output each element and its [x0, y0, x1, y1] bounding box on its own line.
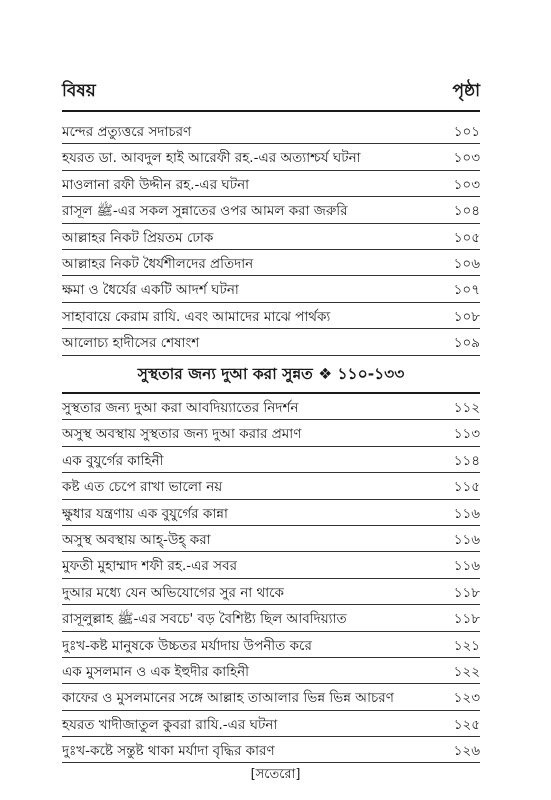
toc-entry: [62, 605, 480, 631]
toc-entry: [62, 394, 480, 420]
toc-entry: [62, 684, 480, 710]
toc-entry-title: এক মুসলমান ও এক ইহুদীর কাহিনী: [62, 663, 250, 680]
topic-column-heading: বিষয়: [62, 81, 96, 101]
toc-entry-page: ১২৩: [453, 690, 480, 707]
toc-entry-title: দুঃখ-কষ্টে সন্তুষ্ট থাকা মর্যাদা বৃদ্ধির কারণ: [62, 743, 275, 760]
toc-entry-page: ১১৬: [453, 558, 480, 575]
toc-entry-title: আলোচ্য হাদীসের শেষাংশ: [62, 335, 200, 352]
toc-entry-title: রাসূল ﷺ-এর সকল সুন্নাতের ওপর আমল করা জরুরি: [62, 203, 348, 220]
toc-entry-page: ১০৮: [453, 308, 480, 325]
toc-entry-title: মাওলানা রফী উদ্দীন রহ.-এর ঘটনা: [62, 176, 250, 193]
toc-entry-title: মুফতী মুহাম্মাদ শফী রহ.-এর সবর: [62, 558, 238, 575]
toc-header: [62, 78, 480, 108]
toc-entry: [62, 658, 480, 684]
toc-entry-page: ১১৮: [453, 584, 480, 601]
toc-entry: [62, 447, 480, 473]
toc-entry-title: ক্ষমা ও ধৈর্যের একটি আদর্শ ঘটনা: [62, 282, 239, 299]
toc-entry-page: ১০১: [453, 124, 480, 140]
toc-entry-page: ১১৮: [453, 611, 480, 628]
toc-entry-page: ১২২: [453, 663, 480, 680]
toc-entry-page: ১০৫: [453, 229, 480, 246]
toc-entry: [62, 526, 480, 552]
toc-entry: [62, 632, 480, 658]
toc-entry: [62, 329, 480, 355]
toc-entry-title: কষ্ট এত চেপে রাখা ভালো নয়: [62, 479, 223, 496]
toc-entry-page: ১১৩: [453, 426, 480, 443]
toc-entry-page: ১১৬: [453, 531, 480, 548]
toc-entry-title: অসুস্থ অবস্থায় সুস্থতার জন্য দুআ করার প্রমাণ: [62, 426, 302, 443]
toc-entry: [62, 250, 480, 276]
toc-entry: [62, 303, 480, 329]
toc-group-2: [62, 394, 480, 763]
toc-entry: [62, 197, 480, 223]
toc-entry-title: অসুস্থ অবস্থায় আহ্-উহ্ করা: [62, 531, 211, 548]
toc-entry-title: মন্দের প্রত্যুত্তরে সদাচরণ: [62, 124, 192, 140]
toc-entry-page: ১০৩: [453, 176, 480, 193]
toc-entry-page: ১২৫: [453, 716, 480, 733]
toc-entry-title: দুঃখ-কষ্ট মানুষকে উচ্চতর মর্যাদায় উপনীত করে: [62, 637, 312, 654]
toc-entry-title: রাসূলুল্লাহ ﷺ-এর সবচে' বড় বৈশিষ্ট্য ছিল আবদিয়্যাত: [62, 611, 347, 628]
toc-entry-page: ১১৪: [453, 452, 480, 469]
toc-entry: [62, 552, 480, 578]
toc-entry: [62, 473, 480, 499]
toc-entry-page: ১০৩: [453, 150, 480, 167]
page-column-heading: পৃষ্ঠা: [452, 81, 480, 101]
toc-entry: [62, 737, 480, 763]
toc-entry: [62, 118, 480, 144]
toc-entry: [62, 224, 480, 250]
section-heading: সুস্থতার জন্য দুআ করা সুন্নত ❖ ১১০-১৩৩: [137, 365, 405, 383]
toc-entry-title: সাহাবায়ে কেরাম রাযি. এবং আমাদের মাঝে পার্থক্য: [62, 308, 331, 325]
toc-entry-title: কাফের ও মুসলমানের সঙ্গে আল্লাহ তাআলার ভিন্ন ভিন্ন আচরণ: [62, 690, 394, 707]
page-number-footer: [সতেরো]: [250, 767, 301, 782]
toc-entry: [62, 579, 480, 605]
toc-entry-title: দুআর মধ্যে যেন অভিযোগের সুর না থাকে: [62, 584, 284, 601]
toc-group-1: [62, 118, 480, 356]
toc-entry-page: ১০৭: [453, 282, 480, 299]
toc-entry: [62, 500, 480, 526]
toc-entry-page: ১০৪: [453, 203, 480, 220]
toc-entry-title: ক্ষুধার যন্ত্রণায় এক বুযুর্গের কান্না: [62, 505, 228, 522]
toc-entry-title: সুস্থতার জন্য দুআ করা আবদিয়্যাতের নিদর্শন: [62, 400, 299, 416]
toc-entry-title: এক বুযুর্গের কাহিনী: [62, 452, 164, 469]
toc-entry: [62, 276, 480, 302]
toc-entry-title: হযরত খাদীজাতুল কুবরা রাযি.-এর ঘটনা: [62, 716, 278, 733]
toc-entry: [62, 420, 480, 446]
toc-entry-page: ১০৬: [453, 255, 480, 272]
toc-entry-title: আল্লাহর নিকট ধৈর্যশীলদের প্রতিদান: [62, 255, 254, 272]
toc-entry-title: আল্লাহর নিকট প্রিয়তম ঢোক: [62, 229, 214, 246]
toc-entry: [62, 171, 480, 197]
toc-entry-page: ১১৬: [453, 505, 480, 522]
toc-entry-page: ১০৯: [453, 335, 480, 352]
toc-entry-page: ১২৬: [453, 743, 480, 760]
toc-entry-title: হযরত ডা. আবদুল হাই আরেফী রহ.-এর অত্যাশ্চর্য ঘটনা: [62, 150, 361, 167]
toc-entry-page: ১১৫: [453, 479, 480, 496]
toc-entry-page: ১১২: [453, 400, 480, 416]
toc-entry-page: ১২১: [453, 637, 480, 654]
header-rule: [62, 110, 480, 112]
toc-entry: [62, 144, 480, 170]
toc-entry: [62, 711, 480, 737]
